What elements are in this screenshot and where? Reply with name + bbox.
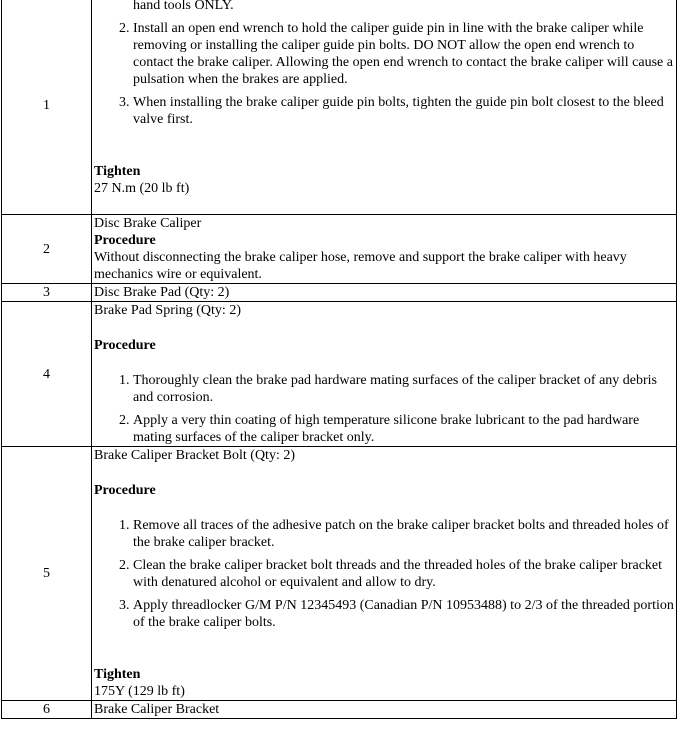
list-item: 2. Apply a very thin coating of high temperature silicone brake lubricant to the pad hardware mating surfaces of the caliper bracket only.: [133, 412, 674, 446]
component-title: Disc Brake Caliper: [94, 216, 202, 231]
list-item: 1. Remove all traces of the adhesive patch on the brake caliper bracket bolts and threaded holes of the brake caliper bracket.: [133, 517, 674, 551]
component-title: Disc Brake Pad (Qty: 2): [94, 285, 230, 300]
procedure-label: Procedure: [94, 483, 156, 498]
table-row: [2, 215, 677, 284]
spacer: [94, 631, 674, 666]
list-item: 3. When installing the brake caliper guide pin bolts, tighten the guide pin bolt closest to the bleed valve first.: [133, 94, 674, 128]
row-content: [92, 284, 677, 302]
row-content: [92, 0, 677, 215]
row-content: [92, 701, 677, 719]
tighten-value: 175Y (129 lb ft): [94, 684, 185, 699]
table-row: [2, 284, 677, 302]
row-number: 1: [2, 0, 92, 215]
spacer: [94, 319, 674, 337]
component-title: Brake Caliper Bracket Bolt (Qty: 2): [94, 448, 295, 463]
component-title: Brake Pad Spring (Qty: 2): [94, 303, 241, 318]
row-number: 5: [2, 447, 92, 701]
spacer: [94, 128, 674, 163]
list-item-continued: hand tools ONLY.: [133, 0, 234, 13]
procedure-text: Without disconnecting the brake caliper hose, remove and support the brake caliper with heavy mechanics wire or equivalent.: [94, 250, 627, 282]
list-item: 2. Install an open end wrench to hold the caliper guide pin in line with the brake caliper while removing or installing the caliper guide pin bolts. DO NOT allow the open end wrench to contact the brake caliper. Allowing the open end wrench to contact the brake caliper will cause a pulsation when the brakes are applied.: [133, 20, 674, 88]
table-row: [2, 447, 677, 701]
table-row: [2, 302, 677, 447]
table-row: [2, 701, 677, 719]
row-number: 3: [2, 284, 92, 302]
spacer: [94, 354, 674, 372]
row-number: 2: [2, 215, 92, 284]
row-number: 4: [2, 302, 92, 447]
step-list: [94, 517, 674, 631]
row-content: [92, 215, 677, 284]
tighten-value: 27 N.m (20 lb ft): [94, 181, 190, 196]
table-row: [2, 0, 677, 215]
step-list: [94, 20, 674, 128]
row-number: 6: [2, 701, 92, 719]
procedure-label: Procedure: [94, 233, 156, 248]
row-content: [92, 447, 677, 701]
row-content: [92, 302, 677, 447]
procedure-label: Procedure: [94, 338, 156, 353]
step-list: [94, 0, 674, 14]
tighten-label: Tighten: [94, 164, 141, 179]
procedure-table: [1, 0, 677, 719]
list-item: 2. Clean the brake caliper bracket bolt threads and the threaded holes of the brake caliper bracket with denatured alcohol or equivalent and allow to dry.: [133, 557, 674, 591]
step-list: [94, 372, 674, 446]
spacer: [94, 464, 674, 482]
spacer: [94, 499, 674, 517]
tighten-label: Tighten: [94, 667, 141, 682]
component-title: Brake Caliper Bracket: [94, 702, 220, 717]
list-item: 1. Thoroughly clean the brake pad hardware mating surfaces of the caliper bracket of any debris and corrosion.: [133, 372, 674, 406]
list-item: 3. Apply threadlocker G/M P/N 12345493 (Canadian P/N 10953488) to 2/3 of the threaded portion of the brake caliper bolts.: [133, 597, 674, 631]
